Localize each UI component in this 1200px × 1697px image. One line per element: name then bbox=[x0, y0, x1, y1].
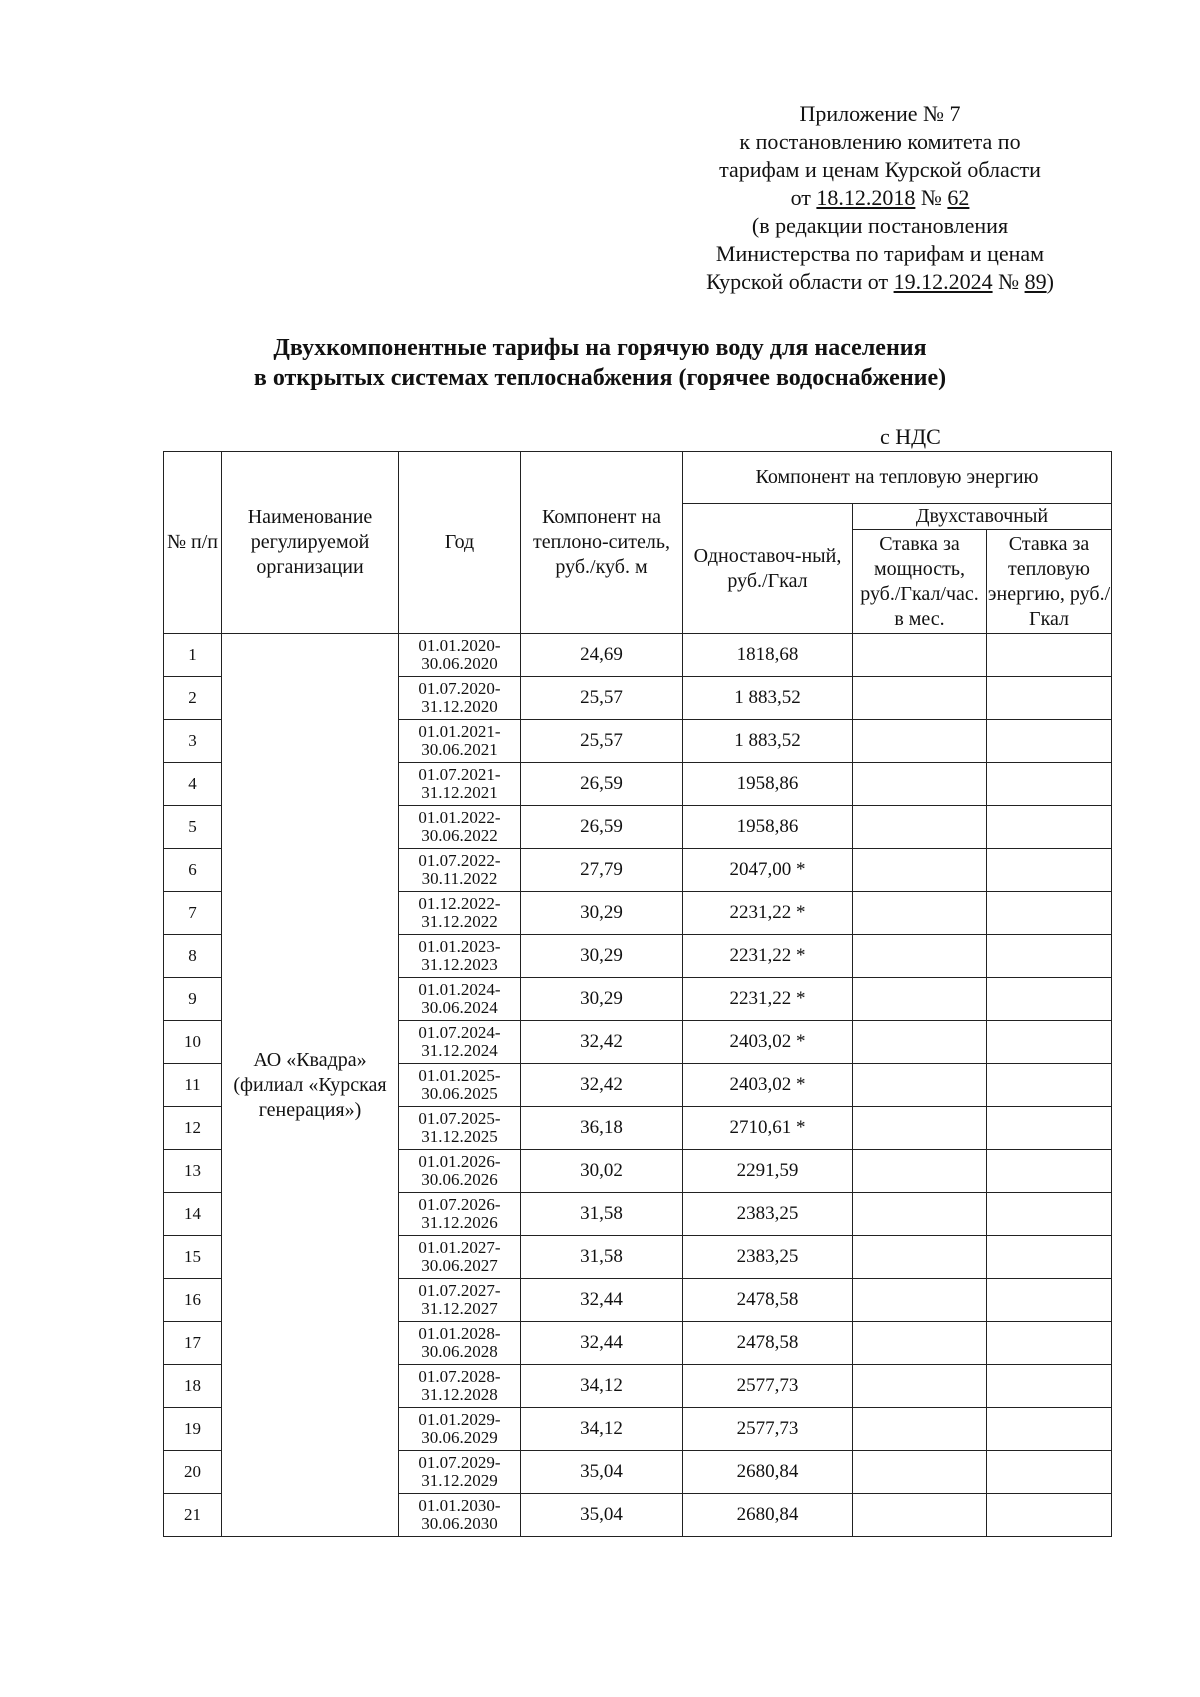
number-sign: № bbox=[998, 269, 1020, 294]
single-rate-value: 2710,61 * bbox=[683, 1107, 853, 1150]
period-cell bbox=[399, 1064, 521, 1107]
carrier-value: 30,29 bbox=[521, 935, 683, 978]
table-row bbox=[164, 634, 1112, 677]
period-start: 01.01.2023- bbox=[418, 937, 501, 956]
period-end: 30.06.2028 bbox=[421, 1342, 498, 1361]
capacity-rate-value bbox=[853, 1322, 987, 1365]
period-cell bbox=[399, 634, 521, 677]
header-from-label: от bbox=[790, 185, 811, 210]
period-cell bbox=[399, 806, 521, 849]
period-start: 01.07.2024- bbox=[418, 1023, 501, 1042]
period-end: 31.12.2029 bbox=[421, 1471, 498, 1490]
period-end: 31.12.2025 bbox=[421, 1127, 498, 1146]
row-number: 1 bbox=[164, 634, 222, 677]
capacity-rate-value bbox=[853, 1494, 987, 1537]
header-carrier-component: Компонент на теплоно-ситель, руб./куб. м bbox=[521, 452, 683, 634]
period-start: 01.01.2028- bbox=[418, 1324, 501, 1343]
capacity-rate-value bbox=[853, 849, 987, 892]
energy-rate-value bbox=[987, 1021, 1112, 1064]
single-rate-value: 2383,25 bbox=[683, 1236, 853, 1279]
carrier-value: 36,18 bbox=[521, 1107, 683, 1150]
capacity-rate-value bbox=[853, 1107, 987, 1150]
period-start: 01.07.2029- bbox=[418, 1453, 501, 1472]
carrier-value: 32,42 bbox=[521, 1021, 683, 1064]
period-start: 01.01.2026- bbox=[418, 1152, 501, 1171]
energy-rate-value bbox=[987, 978, 1112, 1021]
header-line-6: Министерства по тарифам и ценам bbox=[715, 241, 1045, 266]
capacity-rate-value bbox=[853, 1064, 987, 1107]
period-start: 01.07.2027- bbox=[418, 1281, 501, 1300]
single-rate-value: 2680,84 bbox=[683, 1451, 853, 1494]
carrier-value: 32,42 bbox=[521, 1064, 683, 1107]
energy-rate-value bbox=[987, 1193, 1112, 1236]
appendix-number: Приложение № 7 bbox=[799, 101, 961, 126]
header-two-rate: Двухставочный bbox=[853, 504, 1112, 530]
period-start: 01.01.2027- bbox=[418, 1238, 501, 1257]
capacity-rate-value bbox=[853, 935, 987, 978]
period-cell bbox=[399, 1322, 521, 1365]
energy-rate-value bbox=[987, 806, 1112, 849]
single-rate-value: 1818,68 bbox=[683, 634, 853, 677]
header-region-label: Курской области от bbox=[706, 269, 889, 294]
row-number: 20 bbox=[164, 1451, 222, 1494]
single-rate-value: 1 883,52 bbox=[683, 677, 853, 720]
period-start: 01.01.2021- bbox=[418, 722, 501, 741]
row-number: 8 bbox=[164, 935, 222, 978]
row-number: 7 bbox=[164, 892, 222, 935]
capacity-rate-value bbox=[853, 677, 987, 720]
row-number: 4 bbox=[164, 763, 222, 806]
capacity-rate-value bbox=[853, 1279, 987, 1322]
capacity-rate-value bbox=[853, 763, 987, 806]
period-cell bbox=[399, 763, 521, 806]
carrier-value: 35,04 bbox=[521, 1451, 683, 1494]
header-organization: Наименование регулируемой организации bbox=[222, 452, 399, 634]
energy-rate-value bbox=[987, 935, 1112, 978]
row-number: 18 bbox=[164, 1365, 222, 1408]
period-cell bbox=[399, 1494, 521, 1537]
carrier-value: 34,12 bbox=[521, 1365, 683, 1408]
period-start: 01.01.2024- bbox=[418, 980, 501, 999]
energy-rate-value bbox=[987, 849, 1112, 892]
period-end: 31.12.2021 bbox=[421, 783, 498, 802]
capacity-rate-value bbox=[853, 1236, 987, 1279]
carrier-value: 25,57 bbox=[521, 720, 683, 763]
energy-rate-value bbox=[987, 1107, 1112, 1150]
row-number: 19 bbox=[164, 1408, 222, 1451]
single-rate-value: 2478,58 bbox=[683, 1322, 853, 1365]
row-number: 12 bbox=[164, 1107, 222, 1150]
single-rate-value: 2577,73 bbox=[683, 1408, 853, 1451]
period-cell bbox=[399, 1279, 521, 1322]
revision-number: 89 bbox=[1024, 269, 1047, 294]
period-start: 01.07.2020- bbox=[418, 679, 501, 698]
period-cell bbox=[399, 978, 521, 1021]
period-end: 30.06.2020 bbox=[421, 654, 498, 673]
single-rate-value: 2047,00 * bbox=[683, 849, 853, 892]
period-end: 30.06.2030 bbox=[421, 1514, 498, 1533]
header-year: Год bbox=[399, 452, 521, 634]
carrier-value: 27,79 bbox=[521, 849, 683, 892]
carrier-value: 25,57 bbox=[521, 677, 683, 720]
period-cell bbox=[399, 1107, 521, 1150]
row-number: 9 bbox=[164, 978, 222, 1021]
closing-paren: ) bbox=[1046, 269, 1054, 294]
row-number: 13 bbox=[164, 1150, 222, 1193]
period-end: 30.11.2022 bbox=[421, 869, 498, 888]
single-rate-value: 2403,02 * bbox=[683, 1064, 853, 1107]
header-line-3: тарифам и ценам Курской области bbox=[719, 157, 1041, 182]
period-start: 01.07.2026- bbox=[418, 1195, 501, 1214]
period-cell bbox=[399, 1021, 521, 1064]
energy-rate-value bbox=[987, 1322, 1112, 1365]
period-end: 30.06.2026 bbox=[421, 1170, 498, 1189]
single-rate-value: 2231,22 * bbox=[683, 892, 853, 935]
header-energy-rate: Ставка за тепловую энергию, руб./Гкал bbox=[987, 530, 1112, 634]
row-number: 3 bbox=[164, 720, 222, 763]
organization-name: АО «Квадра» (филиал «Курская генерация») bbox=[222, 634, 399, 1537]
row-number: 10 bbox=[164, 1021, 222, 1064]
period-end: 31.12.2027 bbox=[421, 1299, 498, 1318]
energy-rate-value bbox=[987, 763, 1112, 806]
revision-date: 19.12.2024 bbox=[893, 269, 993, 294]
capacity-rate-value bbox=[853, 892, 987, 935]
period-cell bbox=[399, 677, 521, 720]
single-rate-value: 2680,84 bbox=[683, 1494, 853, 1537]
energy-rate-value bbox=[987, 1451, 1112, 1494]
period-start: 01.07.2025- bbox=[418, 1109, 501, 1128]
period-start: 01.01.2029- bbox=[418, 1410, 501, 1429]
period-end: 31.12.2028 bbox=[421, 1385, 498, 1404]
period-end: 30.06.2029 bbox=[421, 1428, 498, 1447]
energy-rate-value bbox=[987, 892, 1112, 935]
carrier-value: 24,69 bbox=[521, 634, 683, 677]
capacity-rate-value bbox=[853, 806, 987, 849]
period-start: 01.07.2022- bbox=[418, 851, 501, 870]
energy-rate-value bbox=[987, 1150, 1112, 1193]
header-line-4 bbox=[600, 184, 1160, 212]
capacity-rate-value bbox=[853, 978, 987, 1021]
period-cell bbox=[399, 1236, 521, 1279]
energy-rate-value bbox=[987, 1408, 1112, 1451]
period-end: 30.06.2021 bbox=[421, 740, 498, 759]
energy-rate-value bbox=[987, 1494, 1112, 1537]
period-end: 31.12.2020 bbox=[421, 697, 498, 716]
energy-rate-value bbox=[987, 1064, 1112, 1107]
period-start: 01.01.2022- bbox=[418, 808, 501, 827]
row-number: 6 bbox=[164, 849, 222, 892]
capacity-rate-value bbox=[853, 1408, 987, 1451]
period-cell bbox=[399, 1365, 521, 1408]
energy-rate-value bbox=[987, 1279, 1112, 1322]
row-number: 16 bbox=[164, 1279, 222, 1322]
row-number: 14 bbox=[164, 1193, 222, 1236]
period-end: 30.06.2027 bbox=[421, 1256, 498, 1275]
period-cell bbox=[399, 1451, 521, 1494]
period-start: 01.07.2021- bbox=[418, 765, 501, 784]
row-number: 2 bbox=[164, 677, 222, 720]
carrier-value: 35,04 bbox=[521, 1494, 683, 1537]
single-rate-value: 2383,25 bbox=[683, 1193, 853, 1236]
header-line-7 bbox=[600, 268, 1160, 296]
energy-rate-value bbox=[987, 720, 1112, 763]
carrier-value: 32,44 bbox=[521, 1322, 683, 1365]
period-start: 01.07.2028- bbox=[418, 1367, 501, 1386]
carrier-value: 30,02 bbox=[521, 1150, 683, 1193]
carrier-value: 34,12 bbox=[521, 1408, 683, 1451]
single-rate-value: 2403,02 * bbox=[683, 1021, 853, 1064]
energy-rate-value bbox=[987, 1236, 1112, 1279]
document-title bbox=[150, 333, 1050, 393]
capacity-rate-value bbox=[853, 1193, 987, 1236]
carrier-value: 32,44 bbox=[521, 1279, 683, 1322]
carrier-value: 30,29 bbox=[521, 978, 683, 1021]
period-start: 01.01.2025- bbox=[418, 1066, 501, 1085]
row-number: 15 bbox=[164, 1236, 222, 1279]
energy-rate-value bbox=[987, 1365, 1112, 1408]
carrier-value: 26,59 bbox=[521, 806, 683, 849]
resolution-date: 18.12.2018 bbox=[816, 185, 916, 210]
capacity-rate-value bbox=[853, 634, 987, 677]
header-single-rate: Одноставоч-ный, руб./Гкал bbox=[683, 504, 853, 634]
capacity-rate-value bbox=[853, 1150, 987, 1193]
title-line-2: в открытых системах теплоснабжения (горячее водоснабжение) bbox=[253, 365, 947, 391]
energy-rate-value bbox=[987, 677, 1112, 720]
vat-note: с НДС bbox=[880, 424, 941, 449]
single-rate-value: 2291,59 bbox=[683, 1150, 853, 1193]
carrier-value: 31,58 bbox=[521, 1236, 683, 1279]
period-cell bbox=[399, 720, 521, 763]
document-header bbox=[600, 100, 1160, 296]
row-number: 21 bbox=[164, 1494, 222, 1537]
single-rate-value: 1958,86 bbox=[683, 806, 853, 849]
period-cell bbox=[399, 849, 521, 892]
single-rate-value: 2478,58 bbox=[683, 1279, 853, 1322]
period-end: 31.12.2023 bbox=[421, 955, 498, 974]
header-line-2: к постановлению комитета по bbox=[739, 129, 1021, 154]
header-capacity-rate: Ставка за мощность, руб./Гкал/час. в мес. bbox=[853, 530, 987, 634]
period-end: 31.12.2022 bbox=[421, 912, 498, 931]
single-rate-value: 1958,86 bbox=[683, 763, 853, 806]
period-cell bbox=[399, 1150, 521, 1193]
header-num: № п/п bbox=[164, 452, 222, 634]
period-end: 31.12.2026 bbox=[421, 1213, 498, 1232]
capacity-rate-value bbox=[853, 720, 987, 763]
capacity-rate-value bbox=[853, 1451, 987, 1494]
period-cell bbox=[399, 1193, 521, 1236]
capacity-rate-value bbox=[853, 1365, 987, 1408]
header-line-5: (в редакции постановления bbox=[751, 213, 1009, 238]
single-rate-value: 2577,73 bbox=[683, 1365, 853, 1408]
resolution-number: 62 bbox=[947, 185, 970, 210]
tariff-table bbox=[163, 451, 1112, 1537]
row-number: 11 bbox=[164, 1064, 222, 1107]
header-heat-component: Компонент на тепловую энергию bbox=[683, 452, 1112, 504]
title-line-1: Двухкомпонентные тарифы на горячую воду для населения bbox=[273, 335, 927, 361]
period-end: 30.06.2022 bbox=[421, 826, 498, 845]
row-number: 5 bbox=[164, 806, 222, 849]
period-cell bbox=[399, 935, 521, 978]
carrier-value: 26,59 bbox=[521, 763, 683, 806]
tariff-table-body bbox=[164, 634, 1112, 1537]
single-rate-value: 2231,22 * bbox=[683, 978, 853, 1021]
carrier-value: 31,58 bbox=[521, 1193, 683, 1236]
period-end: 30.06.2025 bbox=[421, 1084, 498, 1103]
single-rate-value: 2231,22 * bbox=[683, 935, 853, 978]
period-start: 01.01.2030- bbox=[418, 1496, 501, 1515]
row-number: 17 bbox=[164, 1322, 222, 1365]
period-cell bbox=[399, 892, 521, 935]
period-end: 31.12.2024 bbox=[421, 1041, 498, 1060]
period-start: 01.01.2020- bbox=[418, 636, 501, 655]
single-rate-value: 1 883,52 bbox=[683, 720, 853, 763]
number-sign: № bbox=[920, 185, 942, 210]
period-end: 30.06.2024 bbox=[421, 998, 498, 1017]
carrier-value: 30,29 bbox=[521, 892, 683, 935]
capacity-rate-value bbox=[853, 1021, 987, 1064]
energy-rate-value bbox=[987, 634, 1112, 677]
period-start: 01.12.2022- bbox=[418, 894, 501, 913]
period-cell bbox=[399, 1408, 521, 1451]
